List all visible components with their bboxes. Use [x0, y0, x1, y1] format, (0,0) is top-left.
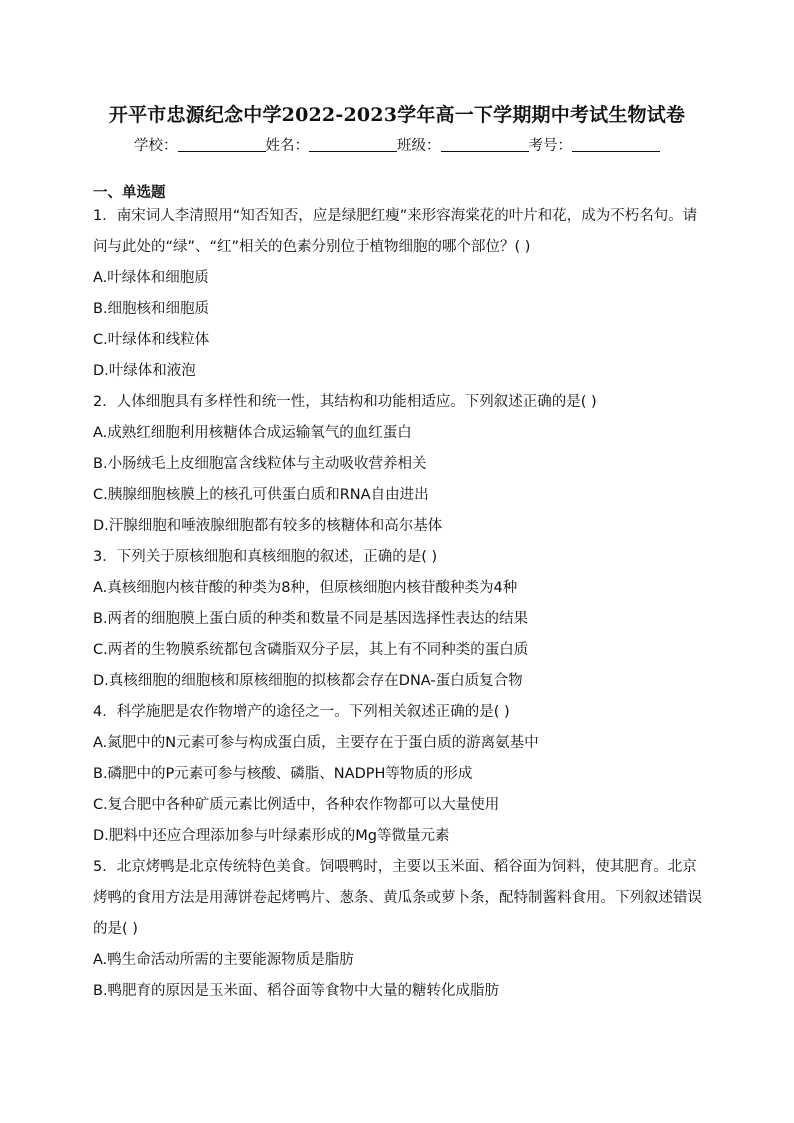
question: [93, 697, 705, 852]
question: [93, 542, 705, 697]
option-a: A.氮肥中的N元素可参与构成蛋白质，主要存在于蛋白质的游离氨基中: [93, 735, 539, 751]
student-info-row: [0, 134, 794, 155]
question-stem: 3．下列关于原核细胞和真核细胞的叙述，正确的是( ): [93, 549, 438, 565]
option-d: D.汗腺细胞和唾液腺细胞都有较多的核糖体和高尔基体: [93, 518, 443, 534]
option-b: B.磷肥中的P元素可参与核酸、磷脂、NADPH等物质的形成: [93, 766, 473, 782]
question-stem: 2．人体细胞具有多样性和统一性，其结构和功能相适应。下列叙述正确的是( ): [93, 394, 597, 410]
option-d: D.叶绿体和液泡: [93, 363, 196, 379]
class-blank[interactable]: [441, 137, 529, 152]
question-stem: 1．南宋词人李清照用“知否知否，应是绿肥红瘦”来形容海棠花的叶片和花，成为不朽名句。请问与此处的“绿”、“红”相关的色素分别位于植物细胞的哪个部位？( ): [93, 208, 698, 255]
number-blank[interactable]: [572, 137, 660, 152]
number-label: 考号：: [528, 138, 572, 154]
question-stem: 4．科学施肥是农作物增产的途径之一。下列相关叙述正确的是( ): [93, 704, 510, 720]
section-heading: 一、单选题: [93, 185, 166, 201]
question-stem: 5．北京烤鸭是北京传统特色美食。饲喂鸭时，主要以玉米面、稻谷面为饲料，使其肥育。北京烤鸭的食用方法是用薄饼卷起烤鸭片、葱条、黄瓜条或萝卜条，配特制酱料食用。下列叙述错误的是( ): [93, 859, 702, 937]
class-field: [397, 134, 529, 155]
question: [93, 201, 705, 387]
option-c: C.复合肥中各种矿质元素比例适中，各种农作物都可以大量使用: [93, 797, 500, 813]
option-c: C.两者的生物膜系统都包含磷脂双分子层，其上有不同种类的蛋白质: [93, 642, 529, 658]
name-field: [266, 134, 398, 155]
option-a: A.鸭生命活动所需的主要能源物质是脂肪: [93, 952, 354, 968]
name-label: 姓名：: [265, 138, 309, 154]
option-b: B.小肠绒毛上皮细胞富含线粒体与主动吸收营养相关: [93, 456, 427, 472]
option-b: B.细胞核和细胞质: [93, 301, 210, 317]
question: [93, 387, 705, 542]
option-b: B.两者的细胞膜上蛋白质的种类和数量不同是基因选择性表达的结果: [93, 611, 529, 627]
question-list: [93, 201, 705, 1007]
class-label: 班级：: [397, 138, 441, 154]
option-c: C.叶绿体和线粒体: [93, 332, 210, 348]
number-field: [529, 134, 661, 155]
option-c: C.胰腺细胞核膜上的核孔可供蛋白质和RNA自由进出: [93, 487, 429, 503]
option-d: D.肥料中还应合理添加参与叶绿素形成的Mg等微量元素: [93, 828, 450, 844]
option-a: A.叶绿体和细胞质: [93, 270, 209, 286]
school-blank[interactable]: [178, 137, 266, 152]
option-a: A.成熟红细胞利用核糖体合成运输氧气的血红蛋白: [93, 425, 412, 441]
page-title: 开平市忠源纪念中学2022-2023学年高一下学期期中考试生物试卷: [108, 104, 686, 126]
name-blank[interactable]: [309, 137, 397, 152]
option-b: B.鸭肥育的原因是玉米面、稻谷面等食物中大量的糖转化成脂肪: [93, 983, 500, 999]
school-field: [134, 134, 266, 155]
question: [93, 852, 705, 1007]
option-a: A.真核细胞内核苷酸的种类为8种，但原核细胞内核苷酸种类为4种: [93, 580, 518, 596]
option-d: D.真核细胞的细胞核和原核细胞的拟核都会存在DNA-蛋白质复合物: [93, 673, 523, 689]
school-label: 学校：: [134, 138, 178, 154]
